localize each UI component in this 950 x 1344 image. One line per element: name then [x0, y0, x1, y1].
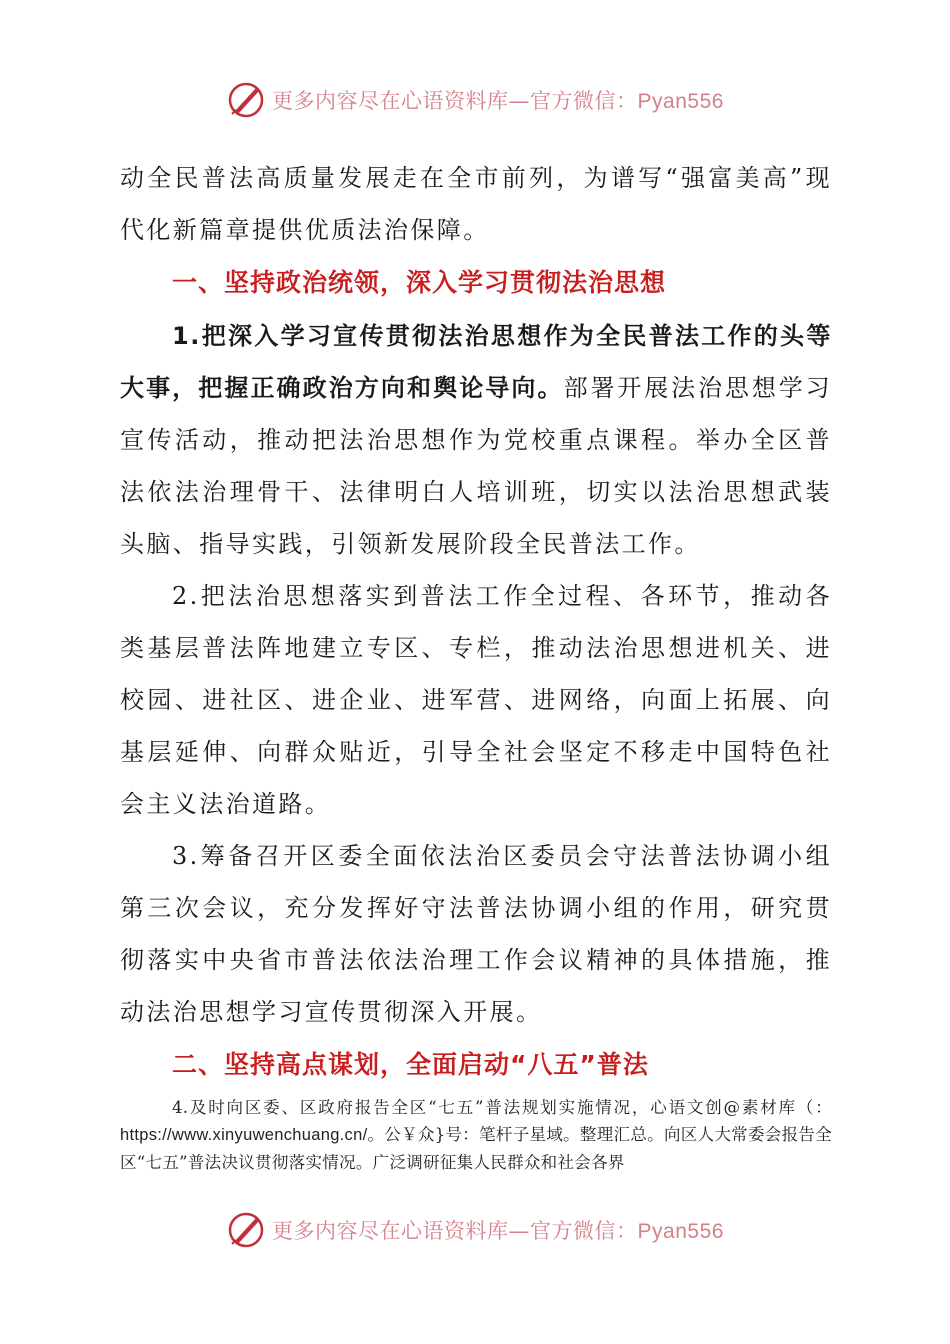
paragraph-1-body: 部署开展法治思想学习宣传活动，推动把法治思想作为党校重点课程。举办全区普法依法治理骨干、法律明白人培训班，切实以法治思想武装头脑、指导实践，引领新发展阶段全民普法工作。 — [120, 374, 833, 558]
paragraph-4 — [120, 1094, 832, 1176]
watermark-banner-top — [0, 78, 950, 122]
paragraph-1-lead: 1.把深入学习宣传贯彻法治思想作为全民普法工作的头等大事，把握正确政治方向和舆论导向。 — [120, 322, 832, 402]
paragraph-2: 2.把法治思想落实到普法工作全过程、各环节，推动各类基层普法阵地建立专区、专栏，推动法治思想进机关、进校园、进社区、进企业、进军营、进网络，向面上拓展、向基层延伸、向群众贴近，引导全社会坚定不移走中国特色社会主义法治道路。 — [120, 582, 832, 818]
watermark-wechat-id: Pyan556 — [637, 90, 724, 113]
paragraph-4-end: 。公￥众}号：笔杆子星域。整理汇总。向区人大常委会报告全区“七五”普法决议贯彻落实情况。广泛调研征集人民群众和社会各界 — [120, 1125, 832, 1172]
watermark-label: 更多内容尽在心语资料库—官方微信： — [272, 89, 638, 113]
paragraph-4-start: 4.及时向区委、区政府报告全区“七五”普法规划实施情况，心语文创@素材库（： — [172, 1098, 832, 1117]
paragraph-3: 3.筹备召开区委全面依法治区委员会守法普法协调小组第三次会议，充分发挥好守法普法协调小组的作用，研究贯彻落实中央省市普法依法治理工作会议精神的具体措施，推动法治思想学习宣传贯彻深入开展。 — [120, 842, 832, 1026]
watermark-banner-bottom — [0, 1208, 950, 1252]
watermark-label: 更多内容尽在心语资料库—官方微信： — [272, 1219, 638, 1243]
section-heading-2: 二、坚持高点谋划，全面启动“八五”普法 — [172, 1050, 649, 1079]
source-url: https://www.xinyuwenchuang.cn/ — [120, 1126, 368, 1144]
watermark-wechat-id: Pyan556 — [637, 1220, 724, 1243]
intro-paragraph: 动全民普法高质量发展走在全市前列，为谱写“强富美高”现代化新篇章提供优质法治保障。 — [120, 164, 832, 244]
document-body — [120, 152, 832, 1176]
section-heading-1: 一、坚持政治统领，深入学习贯彻法治思想 — [172, 268, 667, 297]
paragraph-1 — [120, 310, 832, 570]
watermark-text — [272, 85, 724, 115]
quill-pen-icon — [226, 80, 266, 120]
quill-pen-icon — [226, 1210, 266, 1250]
watermark-text — [272, 1215, 724, 1245]
